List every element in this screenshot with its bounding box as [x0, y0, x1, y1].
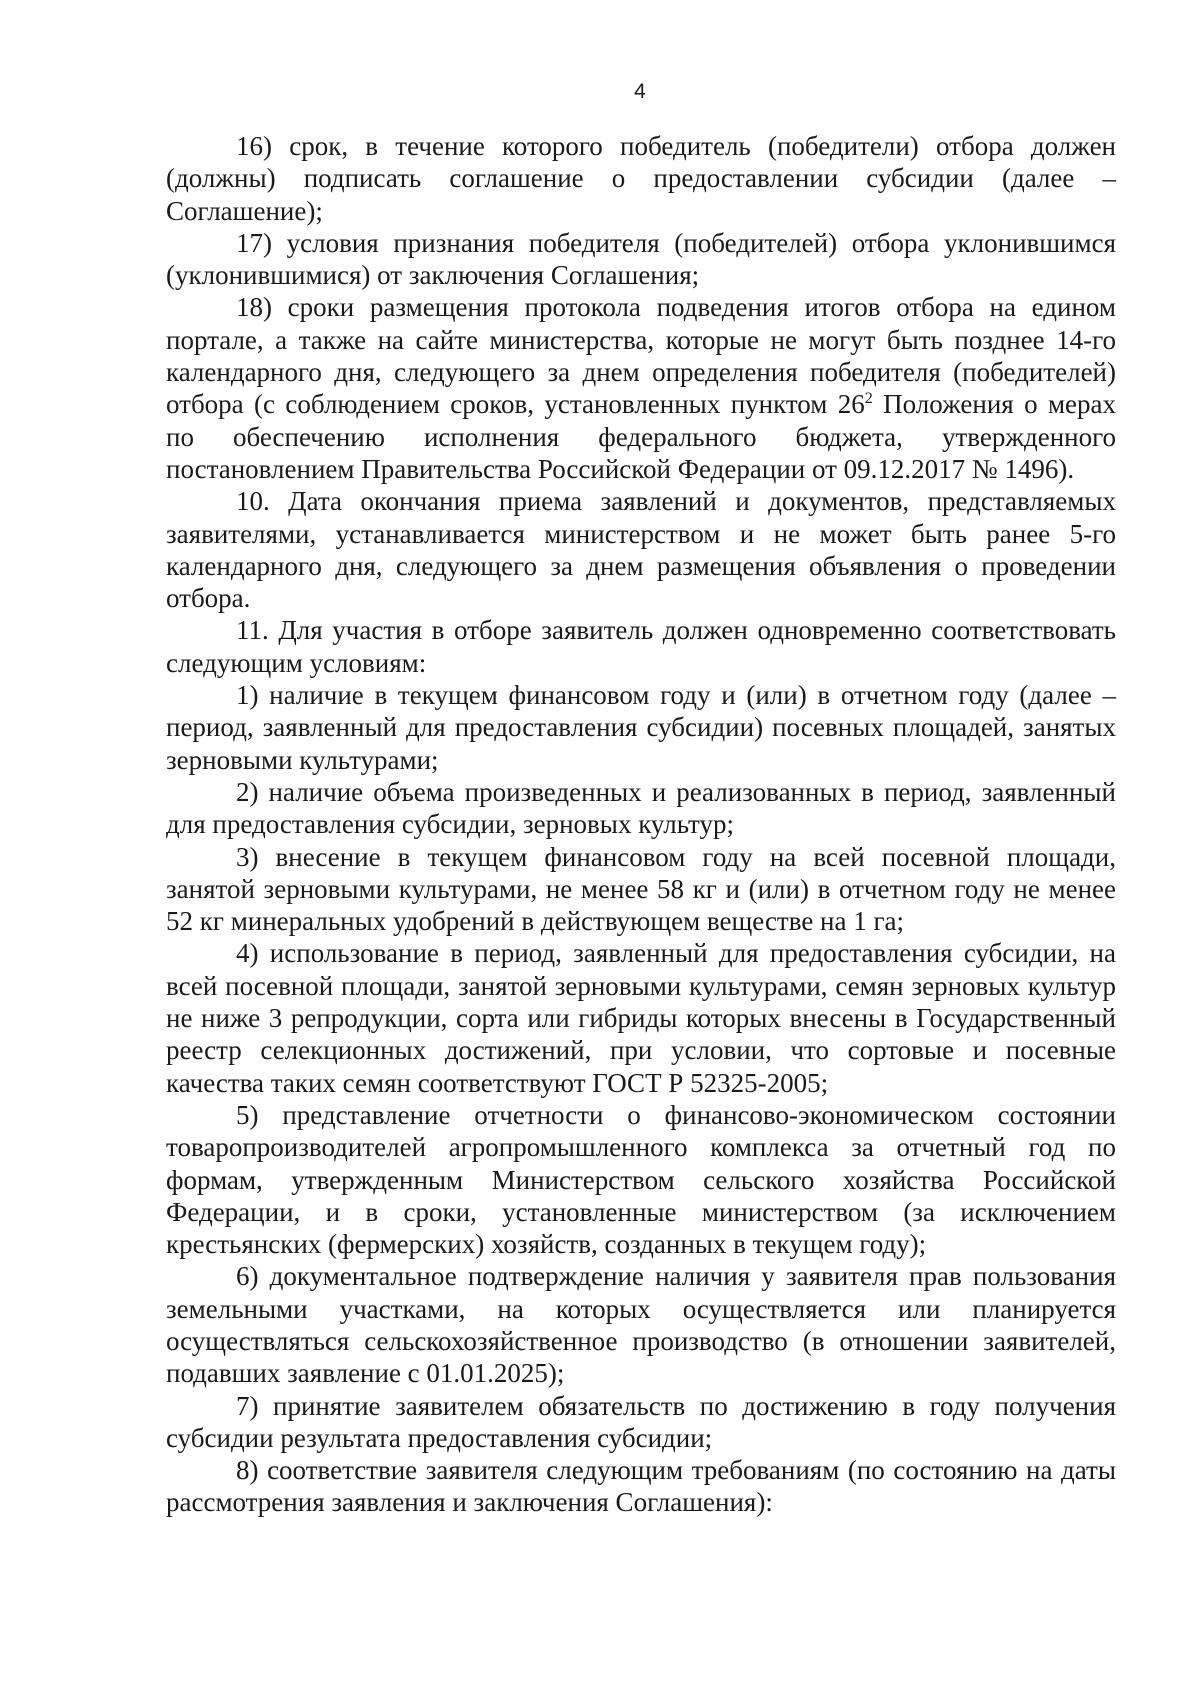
condition-5: 5) представление отчетности о финансово-экономическом состоянии товаропроизводителей агропромышленного комплекса за отчетный год по формам, утвержденным Министерством сельского хозяйства Российской Федерации, и в сроки, установленные министерством (за исключением крестьянских (фермерских) хозяйств, созданных в текущем году); — [166, 1099, 1116, 1260]
condition-2: 2) наличие объема произведенных и реализованных в период, заявленный для предоставления субсидии, зерновых культур; — [166, 776, 1116, 840]
paragraph-16: 16) срок, в течение которого победитель (победители) отбора должен (должны) подписать соглашение о предоставлении субсидии (далее – Соглашение); — [166, 131, 1116, 226]
page-number: 4 — [634, 80, 646, 103]
paragraph-item-11: 11. Для участия в отборе заявитель должен одновременно соответствовать следующим условиям: — [166, 615, 1116, 678]
condition-8: 8) соответствие заявителя следующим требованиям (по состоянию на даты рассмотрения заявления и заключения Соглашения): — [166, 1455, 1116, 1518]
paragraph-18: 18) сроки размещения протокола подведения итогов отбора на едином портале, а также на сайте министерства, которые не могут быть позднее 14-го календарного дня, следующего за днем определения победителя (победителей) отбора (с соблюдением сроков, установленных пунктом $26^2$ Положения о мерах по обеспечению исполнения федерального бюджета, утвержденного постановлением Правительства Российской Федерации от 09.12.2017 № 1496). — [166, 292, 1116, 484]
condition-4: 4) использование в период, заявленный для предоставления субсидии, на всей посевной площади, занятой зерновыми культурами, семян зерновых культур не ниже 3 репродукции, сорта или гибриды которых внесены в Государственный реестр селекционных достижений, при условии, что сортовые и посевные качества таких семян соответствуют ГОСТ Р 52325-2005; — [166, 938, 1116, 1098]
condition-6: 6) документальное подтверждение наличия у заявителя прав пользования земельными участками, на которых осуществляется или планируется осуществляться сельскохозяйственное производство (в отношении заявителей, подавших заявление с 01.01.2025); — [166, 1261, 1116, 1389]
condition-7: 7) принятие заявителем обязательств по достижению в году получения субсидии результата предоставления субсидии; — [166, 1390, 1116, 1453]
condition-3: 3) внесение в текущем финансовом году на всей посевной площади, занятой зерновыми культурами, не менее 58 кг и (или) в отчетном году не менее 52 кг минеральных удобрений в действующем веществе на 1 га; — [166, 841, 1116, 937]
footnote-superscript: 2 — [864, 390, 873, 408]
condition-1: 1) наличие в текущем финансовом году и (или) в отчетном году (далее – период, заявленный для предоставления субсидии) посевных площадей, занятых зерновыми культурами; — [166, 680, 1116, 775]
paragraph-17: 17) условия признания победителя (победителей) отбора уклонившимся (уклонившимися) от заключения Соглашения; — [166, 227, 1116, 291]
paragraph-item-10: 10. Дата окончания приема заявлений и документов, представляемых заявителями, устанавливается министерством и не может быть ранее 5-го календарного дня, следующего за днем размещения объявления о проведении отбора. — [166, 486, 1116, 614]
document-body — [166, 130, 1116, 1519]
